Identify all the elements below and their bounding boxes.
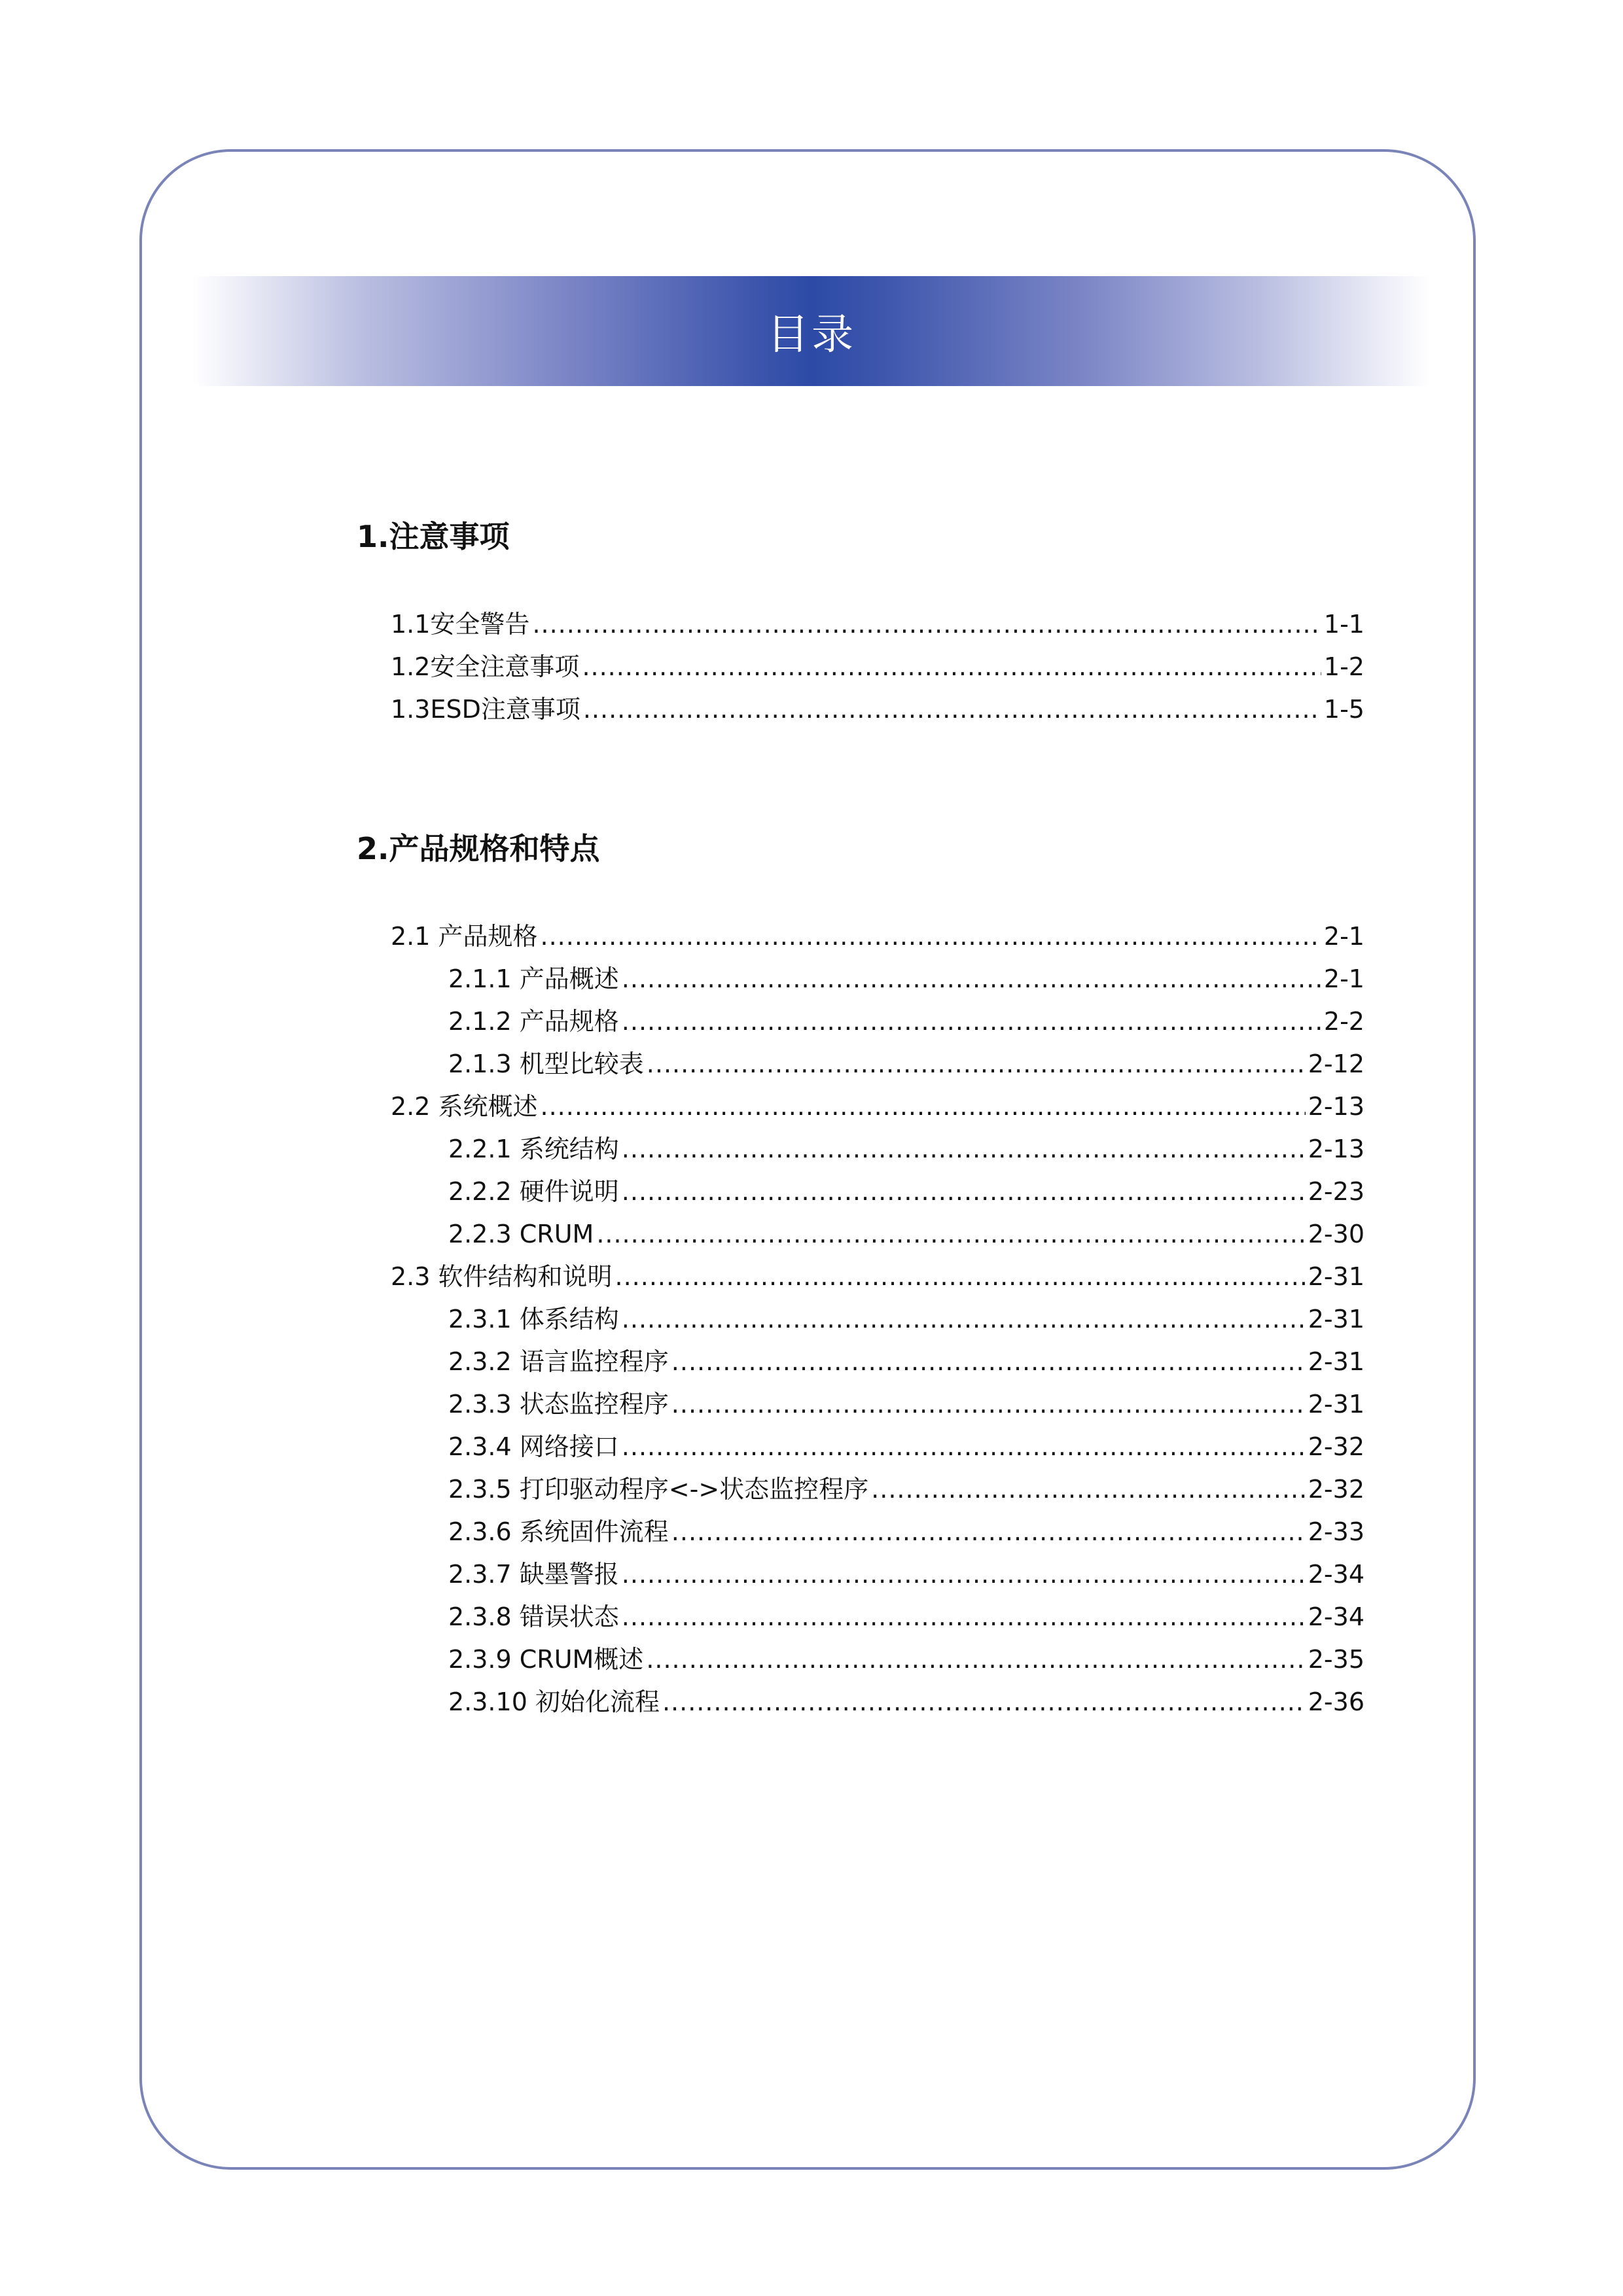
toc-entry-label: 2.3.5 打印驱动程序<->状态监控程序 xyxy=(448,1475,869,1504)
dot-leader xyxy=(622,1596,1306,1638)
toc-entry[interactable] xyxy=(357,1171,1364,1213)
dot-leader xyxy=(541,915,1321,958)
toc-entry-page: 2-33 xyxy=(1308,1517,1364,1546)
toc-entry-page: 2-31 xyxy=(1308,1347,1364,1376)
dot-leader xyxy=(871,1468,1306,1511)
toc-entry[interactable] xyxy=(357,688,1364,731)
dot-leader xyxy=(622,1171,1306,1213)
toc-entry-label: 1.1安全警告 xyxy=(391,610,530,639)
toc-entry-page: 1-2 xyxy=(1323,652,1364,681)
toc-entry-label: 2.2.3 CRUM xyxy=(448,1220,594,1248)
toc-entry-label: 2.3.8 错误状态 xyxy=(448,1602,619,1631)
toc-entry-page: 2-13 xyxy=(1308,1135,1364,1163)
toc-entry[interactable] xyxy=(357,1638,1364,1681)
toc-entry-page: 2-32 xyxy=(1308,1432,1364,1461)
toc-entry-label: 1.3ESD注意事项 xyxy=(391,695,580,724)
dot-leader xyxy=(671,1383,1306,1426)
toc-entry-label: 2.3.4 网络接口 xyxy=(448,1432,619,1461)
toc-entry-label: 2.1.2 产品规格 xyxy=(448,1007,619,1036)
toc-entry-page: 2-31 xyxy=(1308,1262,1364,1291)
dot-leader xyxy=(582,646,1321,688)
toc-entry[interactable] xyxy=(357,1128,1364,1171)
page-title: 目录 xyxy=(767,311,856,359)
toc-entry-page: 2-31 xyxy=(1308,1305,1364,1333)
toc-entry-page: 2-13 xyxy=(1308,1092,1364,1121)
toc-section-1 xyxy=(357,517,1364,731)
toc-entry-label: 2.3.3 状态监控程序 xyxy=(448,1390,669,1419)
toc-entry-page: 1-5 xyxy=(1323,695,1364,724)
toc-entry[interactable] xyxy=(357,1596,1364,1638)
toc-entry-label: 2.3.7 缺墨警报 xyxy=(448,1560,619,1589)
dot-leader xyxy=(532,603,1321,646)
toc-entry-label: 2.1.3 机型比较表 xyxy=(448,1050,644,1078)
toc-entry-page: 2-12 xyxy=(1308,1050,1364,1078)
dot-leader xyxy=(622,1000,1321,1043)
dot-leader xyxy=(671,1341,1306,1383)
toc-entry-label: 2.2.1 系统结构 xyxy=(448,1135,619,1163)
dot-leader xyxy=(646,1638,1305,1681)
toc-entry[interactable] xyxy=(357,1213,1364,1256)
toc-entry[interactable] xyxy=(357,1383,1364,1426)
toc-entry[interactable] xyxy=(357,1681,1364,1723)
toc-entry-label: 2.3.1 体系结构 xyxy=(448,1305,619,1333)
toc-entry[interactable] xyxy=(357,1468,1364,1511)
toc-entry-label: 1.2安全注意事项 xyxy=(391,652,580,681)
table-of-contents xyxy=(357,517,1364,1822)
toc-entry[interactable] xyxy=(357,1000,1364,1043)
toc-entry[interactable] xyxy=(357,915,1364,958)
toc-entry[interactable] xyxy=(357,958,1364,1000)
toc-entry-page: 2-31 xyxy=(1308,1390,1364,1419)
toc-entry[interactable] xyxy=(357,1256,1364,1298)
title-banner xyxy=(193,276,1430,386)
section-heading: 2.产品规格和特点 xyxy=(357,831,600,866)
toc-entry[interactable] xyxy=(357,1511,1364,1553)
dot-leader xyxy=(583,688,1321,731)
dot-leader xyxy=(662,1681,1306,1723)
dot-leader xyxy=(622,1426,1306,1468)
toc-entry-label: 2.3 软件结构和说明 xyxy=(391,1262,613,1291)
dot-leader xyxy=(671,1511,1306,1553)
toc-entry-label: 2.3.9 CRUM概述 xyxy=(448,1645,644,1674)
toc-section-2 xyxy=(357,829,1364,1723)
dot-leader xyxy=(622,1128,1306,1171)
toc-entry-page: 2-30 xyxy=(1308,1220,1364,1248)
toc-entry-label: 2.3.6 系统固件流程 xyxy=(448,1517,669,1546)
toc-entry-list xyxy=(357,915,1364,1723)
toc-entry-page: 2-34 xyxy=(1308,1560,1364,1589)
toc-entry-label: 2.1.1 产品概述 xyxy=(448,964,619,993)
dot-leader xyxy=(647,1043,1306,1086)
toc-entry-page: 2-32 xyxy=(1308,1475,1364,1504)
toc-entry[interactable] xyxy=(357,1298,1364,1341)
toc-entry-label: 2.3.2 语言监控程序 xyxy=(448,1347,669,1376)
dot-leader xyxy=(615,1256,1306,1298)
toc-entry[interactable] xyxy=(357,1086,1364,1128)
toc-entry-page: 2-1 xyxy=(1323,922,1364,951)
toc-entry[interactable] xyxy=(357,646,1364,688)
toc-entry-page: 2-23 xyxy=(1308,1177,1364,1206)
toc-entry[interactable] xyxy=(357,603,1364,646)
toc-entry-list xyxy=(357,603,1364,731)
toc-entry-page: 2-36 xyxy=(1308,1687,1364,1716)
dot-leader xyxy=(622,958,1321,1000)
toc-entry[interactable] xyxy=(357,1553,1364,1596)
toc-entry[interactable] xyxy=(357,1043,1364,1086)
toc-entry-label: 2.2 系统概述 xyxy=(391,1092,538,1121)
dot-leader xyxy=(622,1298,1306,1341)
toc-entry-page: 2-34 xyxy=(1308,1602,1364,1631)
section-heading: 1.注意事项 xyxy=(357,519,510,554)
dot-leader xyxy=(596,1213,1305,1256)
toc-entry-label: 2.1 产品规格 xyxy=(391,922,538,951)
toc-entry[interactable] xyxy=(357,1426,1364,1468)
toc-entry-page: 2-1 xyxy=(1323,964,1364,993)
dot-leader xyxy=(622,1553,1306,1596)
toc-entry-label: 2.2.2 硬件说明 xyxy=(448,1177,619,1206)
toc-entry-page: 2-2 xyxy=(1323,1007,1364,1036)
toc-entry-page: 1-1 xyxy=(1323,610,1364,639)
toc-entry-label: 2.3.10 初始化流程 xyxy=(448,1687,660,1716)
toc-entry-page: 2-35 xyxy=(1308,1645,1364,1674)
dot-leader xyxy=(541,1086,1306,1128)
toc-entry[interactable] xyxy=(357,1341,1364,1383)
